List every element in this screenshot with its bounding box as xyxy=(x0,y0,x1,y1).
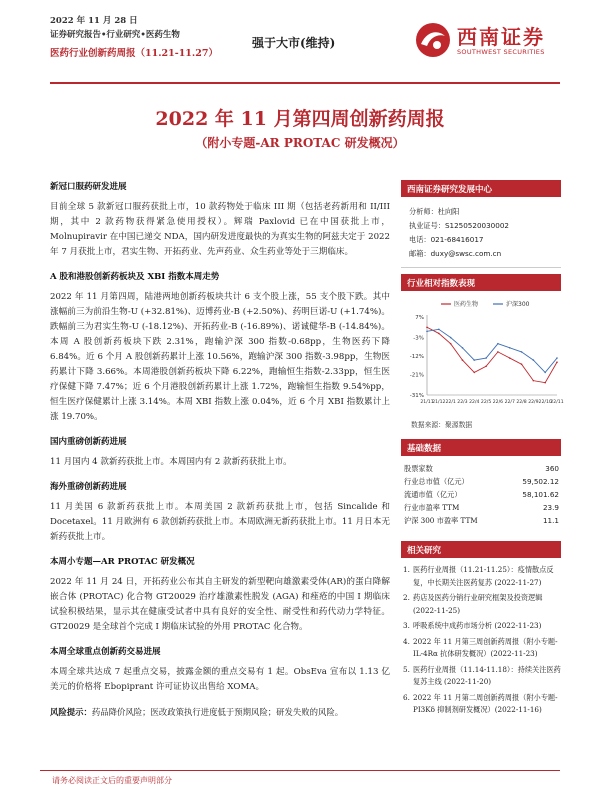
basic-data-table xyxy=(401,462,561,527)
x-tick-label: 22/9 xyxy=(528,400,539,405)
item-number: 6. xyxy=(403,692,410,702)
x-tick-label: 22/8 xyxy=(516,400,527,405)
analyst-phone: 021-68416017 xyxy=(430,235,484,244)
list-item[interactable] xyxy=(403,636,561,661)
data-point xyxy=(450,337,452,339)
data-point xyxy=(521,351,523,353)
section-paragraph: 2022 年 11 月第四周，陆港两地创新药板块共计 6 支个股上涨，55 支个股下跌。其中涨幅前三为前沿生物-U (+32.81%)、迈博药业-B (+2.50%)、药明巨诺-U (+1.74%)。跌幅前三为君实生物-U (-18.12%)、开拓药业-B (-16.89%)、诺诚健华-B (-14.84%)。本周 A 股创新药板块下跌 2.31%，跑输沪深 300 指数-0.68pp，生物医药下降 6.84%。近 6 个月 A 股创新药累计上涨 10.56%，跑输沪深 300 指数-3.98pp，生物医药累计下降 3.66%。本周港股创新药板块下降 6.22%，跑输恒生指数-2.33pp，恒生医疗保健下降 7.47%；近 6 个月港股创新药累计上涨 1.72%，跑输恒生指数 9.54%pp，恒生医疗保健累计上涨 3.14%。本周 XBI 指数上涨 0.04%，近 6 个月 XBI 指数累计上涨 19.70%。 xyxy=(50,292,390,422)
header-divider xyxy=(50,82,560,84)
main-column xyxy=(50,180,390,719)
x-tick-label: 22/5 xyxy=(480,400,492,405)
section-heading: A 股和港股创新药板块及 XBI 指数本周走势 xyxy=(50,272,220,282)
section-heading: 海外重磅创新药进展 xyxy=(50,482,127,492)
fact-label: 流通市值（亿元） xyxy=(404,489,462,499)
analyst-phone-label: 电话： xyxy=(409,235,431,244)
facts-heading: 基础数据 xyxy=(401,439,561,456)
y-tick-label: 7% xyxy=(415,315,424,321)
section-heading: 本周小专题—AR PROTAC 研发概况 xyxy=(50,557,195,567)
y-tick-label: -12% xyxy=(409,354,424,360)
section-paragraph: 目前全球 5 款新冠口服药获批上市，10 款药物处于临床 III 期（包括老药新用和 II/III 期，其中 2 款药物获得紧急使用授权）。辉瑞 Paxlovid 已在中国获批上市，Molnupiravir 在中国已递交 NDA，国内研发进度最快的为真实生物的阿兹夫定于 2022 年 7 月获批上市，君实生物、开拓药业、先声药业、众生药业等处于三期临床。 xyxy=(50,202,390,257)
logo-text-cn: 西南证券 xyxy=(457,25,545,49)
item-number: 2. xyxy=(403,593,410,602)
fact-label: 沪深 300 市盈率 TTM xyxy=(404,515,478,525)
item-text: 呼吸系统中成药市场分析 (2022-11-23) xyxy=(413,621,542,630)
data-point xyxy=(473,359,475,361)
table-row xyxy=(401,501,561,514)
company-logo xyxy=(415,20,565,62)
data-point xyxy=(462,359,464,361)
list-item[interactable] xyxy=(403,564,561,589)
data-point xyxy=(438,333,440,335)
risk-text: 药品降价风险；医改政策执行进度低于预期风险；研发失败的风险。 xyxy=(91,707,344,717)
data-point xyxy=(485,357,487,359)
report-series: 医药行业创新药周报（11.21-11.27） xyxy=(50,48,218,59)
analyst-cert-label: 执业证号： xyxy=(409,221,445,230)
data-point xyxy=(485,365,487,367)
table-row xyxy=(401,488,561,501)
sidebar xyxy=(401,180,564,720)
logo-mark-icon xyxy=(415,22,451,58)
x-tick-label: 22/3 xyxy=(457,400,468,405)
section-covid-drugs xyxy=(50,180,390,260)
x-tick-label: 22/4 xyxy=(469,400,480,405)
table-row xyxy=(401,475,561,488)
risk-warning xyxy=(50,705,390,719)
report-subtitle: （附小专题-AR PROTAC 研发概况） xyxy=(195,136,405,150)
x-tick-label: 22/7 xyxy=(504,400,515,405)
section-overseas-drugs xyxy=(50,480,390,545)
fact-value: 58,101.62 xyxy=(522,490,559,499)
data-point xyxy=(497,351,499,353)
y-tick-label: -21% xyxy=(409,372,424,379)
data-point xyxy=(426,326,428,328)
relative-index-chart xyxy=(401,291,564,413)
fact-value: 59,502.12 xyxy=(522,477,559,486)
risk-label: 风险提示： xyxy=(50,707,92,717)
research-center-heading: 西南证券研究发展中心 xyxy=(401,180,561,197)
data-point xyxy=(450,343,452,345)
item-text: 2022 年 11 月第二周创新药周报（附小专题-PI3Kδ 抑制剂研发概况）(2022-11-16) xyxy=(413,692,558,714)
list-item[interactable] xyxy=(403,592,561,617)
data-point xyxy=(509,347,511,349)
series-line-1 xyxy=(427,329,557,372)
logo-text-en: SOUTHWEST SECURITIES xyxy=(457,48,545,56)
data-point xyxy=(497,343,499,345)
item-number: 5. xyxy=(403,664,410,674)
data-point xyxy=(473,372,475,374)
data-point xyxy=(544,372,546,374)
fact-value: 23.9 xyxy=(542,503,559,512)
data-point xyxy=(426,331,428,333)
section-heading: 新冠口服药研发进展 xyxy=(50,182,127,192)
list-item[interactable] xyxy=(403,664,561,689)
x-tick-label: 22/11 xyxy=(550,400,564,405)
fact-value: 11.1 xyxy=(542,516,559,525)
section-paragraph: 本周全球共达成 7 起重点交易，披露金额的重点交易有 1 起。ObsEva 宣布以 1.13 亿美元的价格将 Ebopiprant 许可证协议出售给 XOMA。 xyxy=(50,667,390,692)
data-point xyxy=(533,359,535,361)
section-deals xyxy=(50,645,390,695)
item-number: 3. xyxy=(403,621,410,630)
x-tick-label: 22/10 xyxy=(538,400,552,405)
section-paragraph: 11 月国内 4 款新药获批上市。本周国内有 2 款新药获批上市。 xyxy=(50,457,292,467)
table-row xyxy=(401,514,561,527)
item-text: 2022 年 11 月第三周创新药周报（附小专题-IL-4Rα 抗体研发概况）(2022-11-23) xyxy=(413,636,558,658)
list-item[interactable] xyxy=(403,620,561,633)
x-tick-label: 22/1 xyxy=(445,400,456,405)
report-type: 证券研究报告•行业研究•医药生物 xyxy=(50,30,180,40)
fact-label: 行业总市值（亿元） xyxy=(404,476,469,486)
data-point xyxy=(509,357,511,359)
series-line-0 xyxy=(427,327,557,382)
item-number: 1. xyxy=(403,565,410,574)
legend-label: 沪深300 xyxy=(506,301,530,308)
related-research-list xyxy=(401,558,561,717)
data-point xyxy=(544,382,546,384)
chart-svg xyxy=(401,295,564,413)
section-paragraph: 11 月美国 6 款新药获批上市。本周美国 2 款新药获批上市，包括 Sincalide 和 Docetaxel。11 月欧洲有 6 款创新药获批上市。本周欧洲无新药获批上市。11 月日本无新药获批上市。 xyxy=(50,502,390,542)
y-tick-label: -31% xyxy=(409,393,424,399)
data-point xyxy=(533,380,535,382)
chart-source: 数据来源：聚源数据 xyxy=(411,421,473,429)
fact-value: 360 xyxy=(545,464,559,473)
industry-rating: 强于大市(维持) xyxy=(252,36,336,50)
x-tick-label: 21/12 xyxy=(432,400,446,405)
fact-label: 行业市盈率 TTM xyxy=(404,502,460,512)
table-row xyxy=(401,462,561,475)
section-heading: 本周全球重点创新药交易进展 xyxy=(50,647,161,657)
item-number: 4. xyxy=(403,636,410,646)
footer-divider xyxy=(40,770,560,771)
section-domestic-drugs xyxy=(50,435,390,470)
analyst-cert: S1250520030002 xyxy=(444,221,509,230)
report-header xyxy=(40,12,560,84)
chart-heading: 行业相对指数表现 xyxy=(401,274,561,291)
analyst-name: 杜向阳 xyxy=(437,207,460,216)
list-item[interactable] xyxy=(403,692,561,717)
item-text: 医药行业周报（11.14-11.18）：持续关注医药复苏主线 (2022-11-20) xyxy=(413,664,561,686)
related-heading: 相关研究 xyxy=(401,541,561,558)
section-paragraph: 2022 年 11 月 24 日，开拓药业公布其自主研发的新型靶向雄激素受体(AR)的蛋白降解嵌合体 (PROTAC) 化合物 GT20029 治疗雄激素性脱发 (AGA) 和痤疮的中国 I 期临床试验积极结果，显示其在健康受试者中具有良好的安全性、耐受性和药代动力学特征。GT20029 是全球首个完成 I 期临床试验的外用 PROTAC 化合物。 xyxy=(50,577,390,632)
fact-label: 股票家数 xyxy=(404,463,433,473)
analyst-name-label: 分析师： xyxy=(409,207,438,216)
report-date: 2022 年 11 月 28 日 xyxy=(50,16,138,26)
data-point xyxy=(521,363,523,365)
report-title: 2022 年 11 月第四周创新药周报 xyxy=(155,108,445,130)
analyst-email[interactable]: duxy@swsc.com.cn xyxy=(430,249,502,258)
section-heading: 国内重磅创新药进展 xyxy=(50,437,127,447)
data-point xyxy=(556,357,558,359)
y-tick-label: -3% xyxy=(413,335,424,342)
data-point xyxy=(556,361,558,363)
data-point xyxy=(462,347,464,349)
legend-label: 医药生物 xyxy=(454,301,479,308)
section-market-trend xyxy=(50,270,390,425)
item-text: 药店及医药分销行业研究框架及投资逻辑 (2022-11-25) xyxy=(413,593,543,615)
data-point xyxy=(438,329,440,331)
page-footer: 请务必阅读正文后的重要声明部分 xyxy=(52,776,172,785)
x-tick-label: 22/6 xyxy=(492,400,504,405)
analyst-info xyxy=(401,197,561,268)
section-weekly-topic xyxy=(50,555,390,635)
x-tick-label: 21/11 xyxy=(420,400,434,405)
analyst-email-label: 邮箱： xyxy=(409,249,431,258)
item-text: 医药行业周报（11.21-11.25）：疫情散点反复，中长期关注医药复苏 (2022-11-27) xyxy=(413,565,554,587)
